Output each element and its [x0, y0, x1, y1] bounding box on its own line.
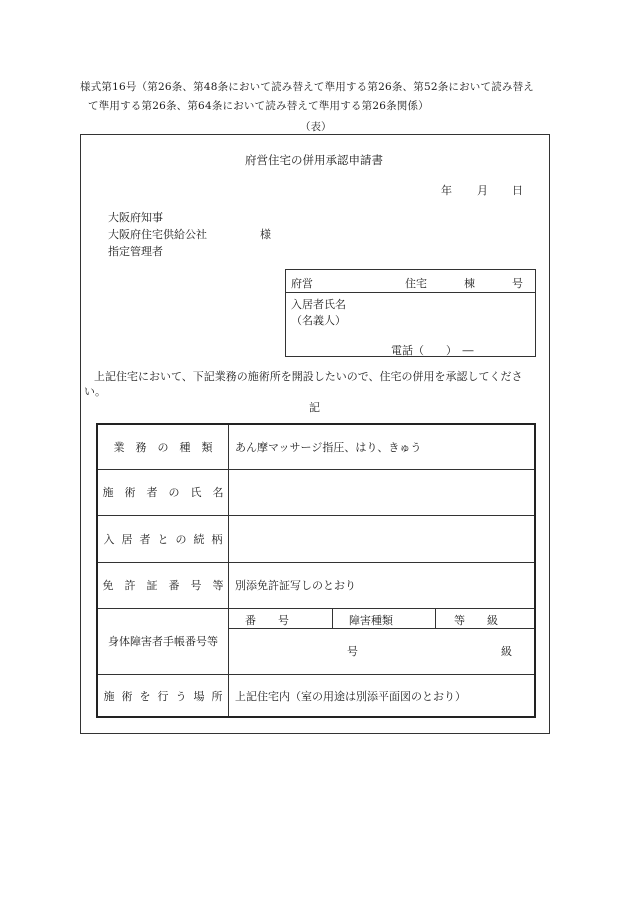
disability-col-grade-header: 等 級 — [454, 614, 498, 627]
resident-prefecture-label: 府営 — [291, 277, 313, 290]
resident-name-label: 入居者氏名 — [291, 298, 346, 311]
addressee-public-corporation: 大阪府住宅供給公社 — [108, 228, 207, 241]
form-number-line-2: て準用する第26条、第64条において読み替えて準用する第26条関係） — [88, 100, 429, 112]
date-month-label: 月 — [477, 184, 488, 197]
row-label-business-type: 業務の種類 — [113, 441, 224, 454]
table-row — [98, 608, 228, 674]
form-title: 府営住宅の併用承認申請書 — [245, 153, 383, 167]
row-value-license-number: 別添免許証写しのとおり — [235, 579, 356, 592]
date-year-label: 年 — [441, 184, 452, 197]
row-value-business-type: あん摩マッサージ指圧、はり、きゅう — [235, 441, 422, 454]
table-row — [98, 562, 235, 608]
request-text-line-2: い。 — [84, 385, 106, 398]
details-table — [96, 423, 536, 718]
honorific-sama: 様 — [260, 228, 271, 241]
resident-number-label: 号 — [512, 277, 523, 290]
resident-housing-label: 住宅 — [405, 277, 427, 290]
date-day-label: 日 — [512, 184, 523, 197]
row-label-treatment-location: 施術を行う場所 — [103, 690, 230, 703]
disability-col-number-header: 番 号 — [245, 614, 289, 627]
row-label-license-number: 免許証番号等 — [102, 579, 235, 592]
resident-building-label: 棟 — [464, 277, 475, 290]
request-text-line-1: 上記住宅において、下記業務の施術所を開設したいので、住宅の併用を承認してくださ — [94, 370, 523, 383]
front-side-label: （表） — [300, 121, 332, 133]
table-row — [98, 469, 235, 515]
row-label-relationship: 入居者との続柄 — [103, 532, 230, 546]
disability-number-suffix: 号 — [347, 645, 358, 658]
table-row — [98, 515, 228, 562]
row-label-disability-handbook: 身体障害者手帳番号等 — [108, 635, 218, 648]
addressee-governor: 大阪府知事 — [108, 211, 163, 224]
form-number-line-1: 様式第16号（第26条、第48条において読み替えて準用する第26条、第52条において読み替え — [80, 81, 535, 93]
table-row — [98, 425, 228, 469]
resident-phone-label: 電話（ ） ― — [391, 344, 474, 357]
row-value-treatment-location: 上記住宅内（室の用途は別添平面図のとおり） — [235, 690, 466, 703]
addressee-designated-manager: 指定管理者 — [108, 245, 163, 258]
resident-name-sub-label: （名義人） — [291, 314, 346, 327]
row-label-practitioner-name: 施術者の氏名 — [102, 486, 235, 499]
disability-col-type-header: 障害種類 — [349, 614, 393, 627]
ki-label: 記 — [309, 401, 320, 414]
disability-grade-suffix: 級 — [501, 645, 512, 658]
table-row — [98, 674, 228, 718]
